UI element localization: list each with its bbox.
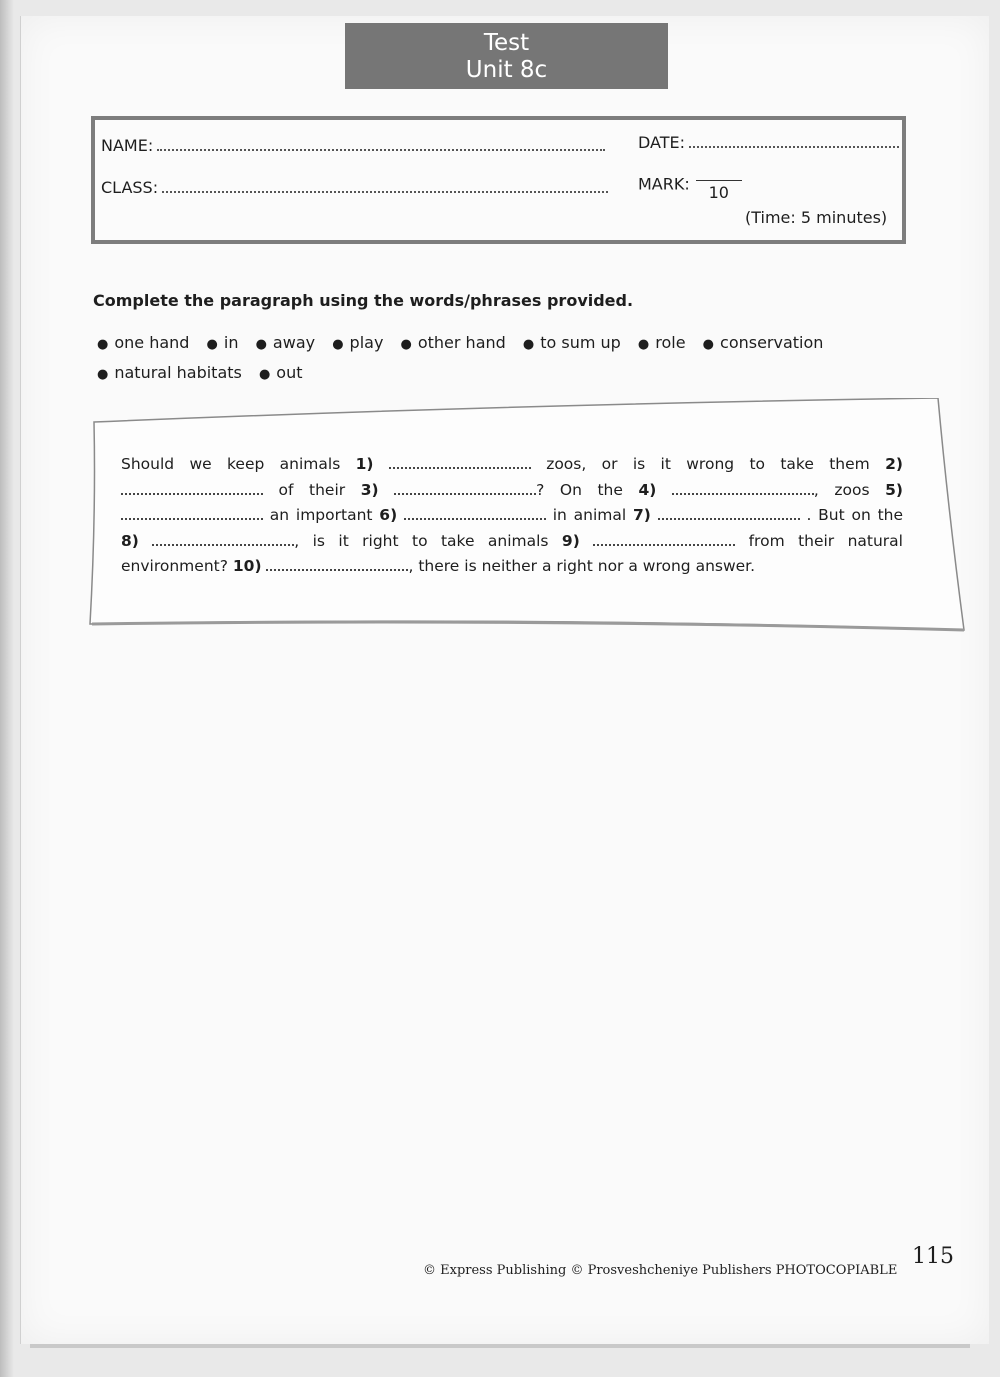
gap-number: 5)	[885, 480, 903, 499]
mark-label: MARK:	[638, 174, 690, 194]
exercise-instruction: Complete the paragraph using the words/phrases provided.	[93, 291, 634, 310]
date-line[interactable]	[689, 134, 899, 148]
word-bank-item: ● play	[332, 333, 384, 352]
gap-10-blank[interactable]	[266, 558, 408, 571]
word-bank	[97, 329, 897, 389]
photocopiable-text: PHOTOCOPIABLE	[775, 1263, 898, 1278]
class-label: CLASS:	[101, 178, 159, 197]
page-number: 115	[912, 1244, 954, 1269]
gap-2-blank[interactable]	[121, 482, 263, 495]
spine-shadow	[0, 0, 14, 1377]
bullet-icon: ●	[400, 337, 412, 352]
word-bank-item: ● conservation	[702, 333, 824, 352]
word-bank-item: ● in	[206, 333, 239, 352]
gap-number: 9)	[561, 531, 580, 550]
bullet-icon: ●	[97, 337, 109, 352]
word-bank-item: ● role	[637, 333, 686, 352]
gap-4-blank[interactable]	[672, 482, 814, 495]
gap-number: 3)	[360, 480, 379, 499]
mark-fraction	[696, 180, 742, 202]
page-bottom-edge	[30, 1344, 970, 1348]
title-banner	[345, 23, 668, 89]
name-label: NAME:	[101, 136, 154, 155]
bullet-icon: ●	[522, 337, 535, 352]
bullet-icon: ●	[258, 367, 271, 382]
copyright-text: © Express Publishing © Prosveshcheniye Publishers	[423, 1263, 772, 1278]
gap-number: 1)	[355, 455, 374, 473]
footer-copyright	[423, 1263, 897, 1278]
title-line-test: Test	[483, 30, 530, 56]
gap-1-blank[interactable]	[389, 456, 531, 469]
student-info-box	[91, 116, 906, 244]
gap-8-blank[interactable]	[152, 533, 294, 546]
gap-9-blank[interactable]	[593, 533, 735, 546]
mark-total: 10	[708, 183, 729, 202]
gap-5-blank[interactable]	[121, 507, 263, 520]
word-bank-item: ● to sum up	[522, 333, 621, 352]
gap-7-blank[interactable]	[658, 507, 800, 520]
gap-3-blank[interactable]	[394, 482, 536, 495]
word-bank-item: ● natural habitats	[97, 363, 242, 382]
mark-field[interactable]	[638, 174, 742, 202]
class-field[interactable]	[101, 178, 608, 197]
gap-number: 2)	[885, 455, 903, 473]
gap-number: 8)	[121, 531, 139, 550]
title-line-unit: Unit 8c	[465, 57, 548, 83]
name-field[interactable]	[101, 136, 605, 155]
bullet-icon: ●	[97, 367, 109, 382]
gap-number: 6)	[379, 506, 398, 524]
gap-number: 4)	[638, 480, 657, 499]
gap-number: 10)	[232, 557, 262, 575]
bullet-icon: ●	[332, 337, 344, 352]
word-bank-item: ● away	[255, 333, 316, 352]
date-label: DATE:	[638, 133, 686, 152]
word-bank-item: ● one hand	[97, 333, 190, 352]
word-bank-item: ● other hand	[400, 333, 506, 352]
bullet-icon: ●	[206, 337, 218, 352]
date-field[interactable]	[638, 133, 899, 152]
bullet-icon: ●	[702, 337, 715, 352]
gap-6-blank[interactable]	[404, 507, 546, 520]
gap-number: 7)	[633, 506, 651, 524]
gap-fill-paragraph: Should we keep animals 1) zoos, or is it wrong to take them 2) of their 3) ? On the 4) , zoos 5) an important 6) in animal 7) . But on the 8) , is it right to take animals 9) from their natural environment? 10) , there is neither a right nor a wrong answer.	[121, 455, 904, 575]
bullet-icon: ●	[637, 337, 650, 352]
name-line[interactable]	[157, 137, 605, 151]
time-note: (Time: 5 minutes)	[745, 208, 888, 227]
word-bank-item: ● out	[258, 363, 303, 382]
bullet-icon: ●	[255, 337, 267, 352]
mark-fraction-bar	[696, 180, 742, 181]
class-line[interactable]	[162, 179, 608, 193]
